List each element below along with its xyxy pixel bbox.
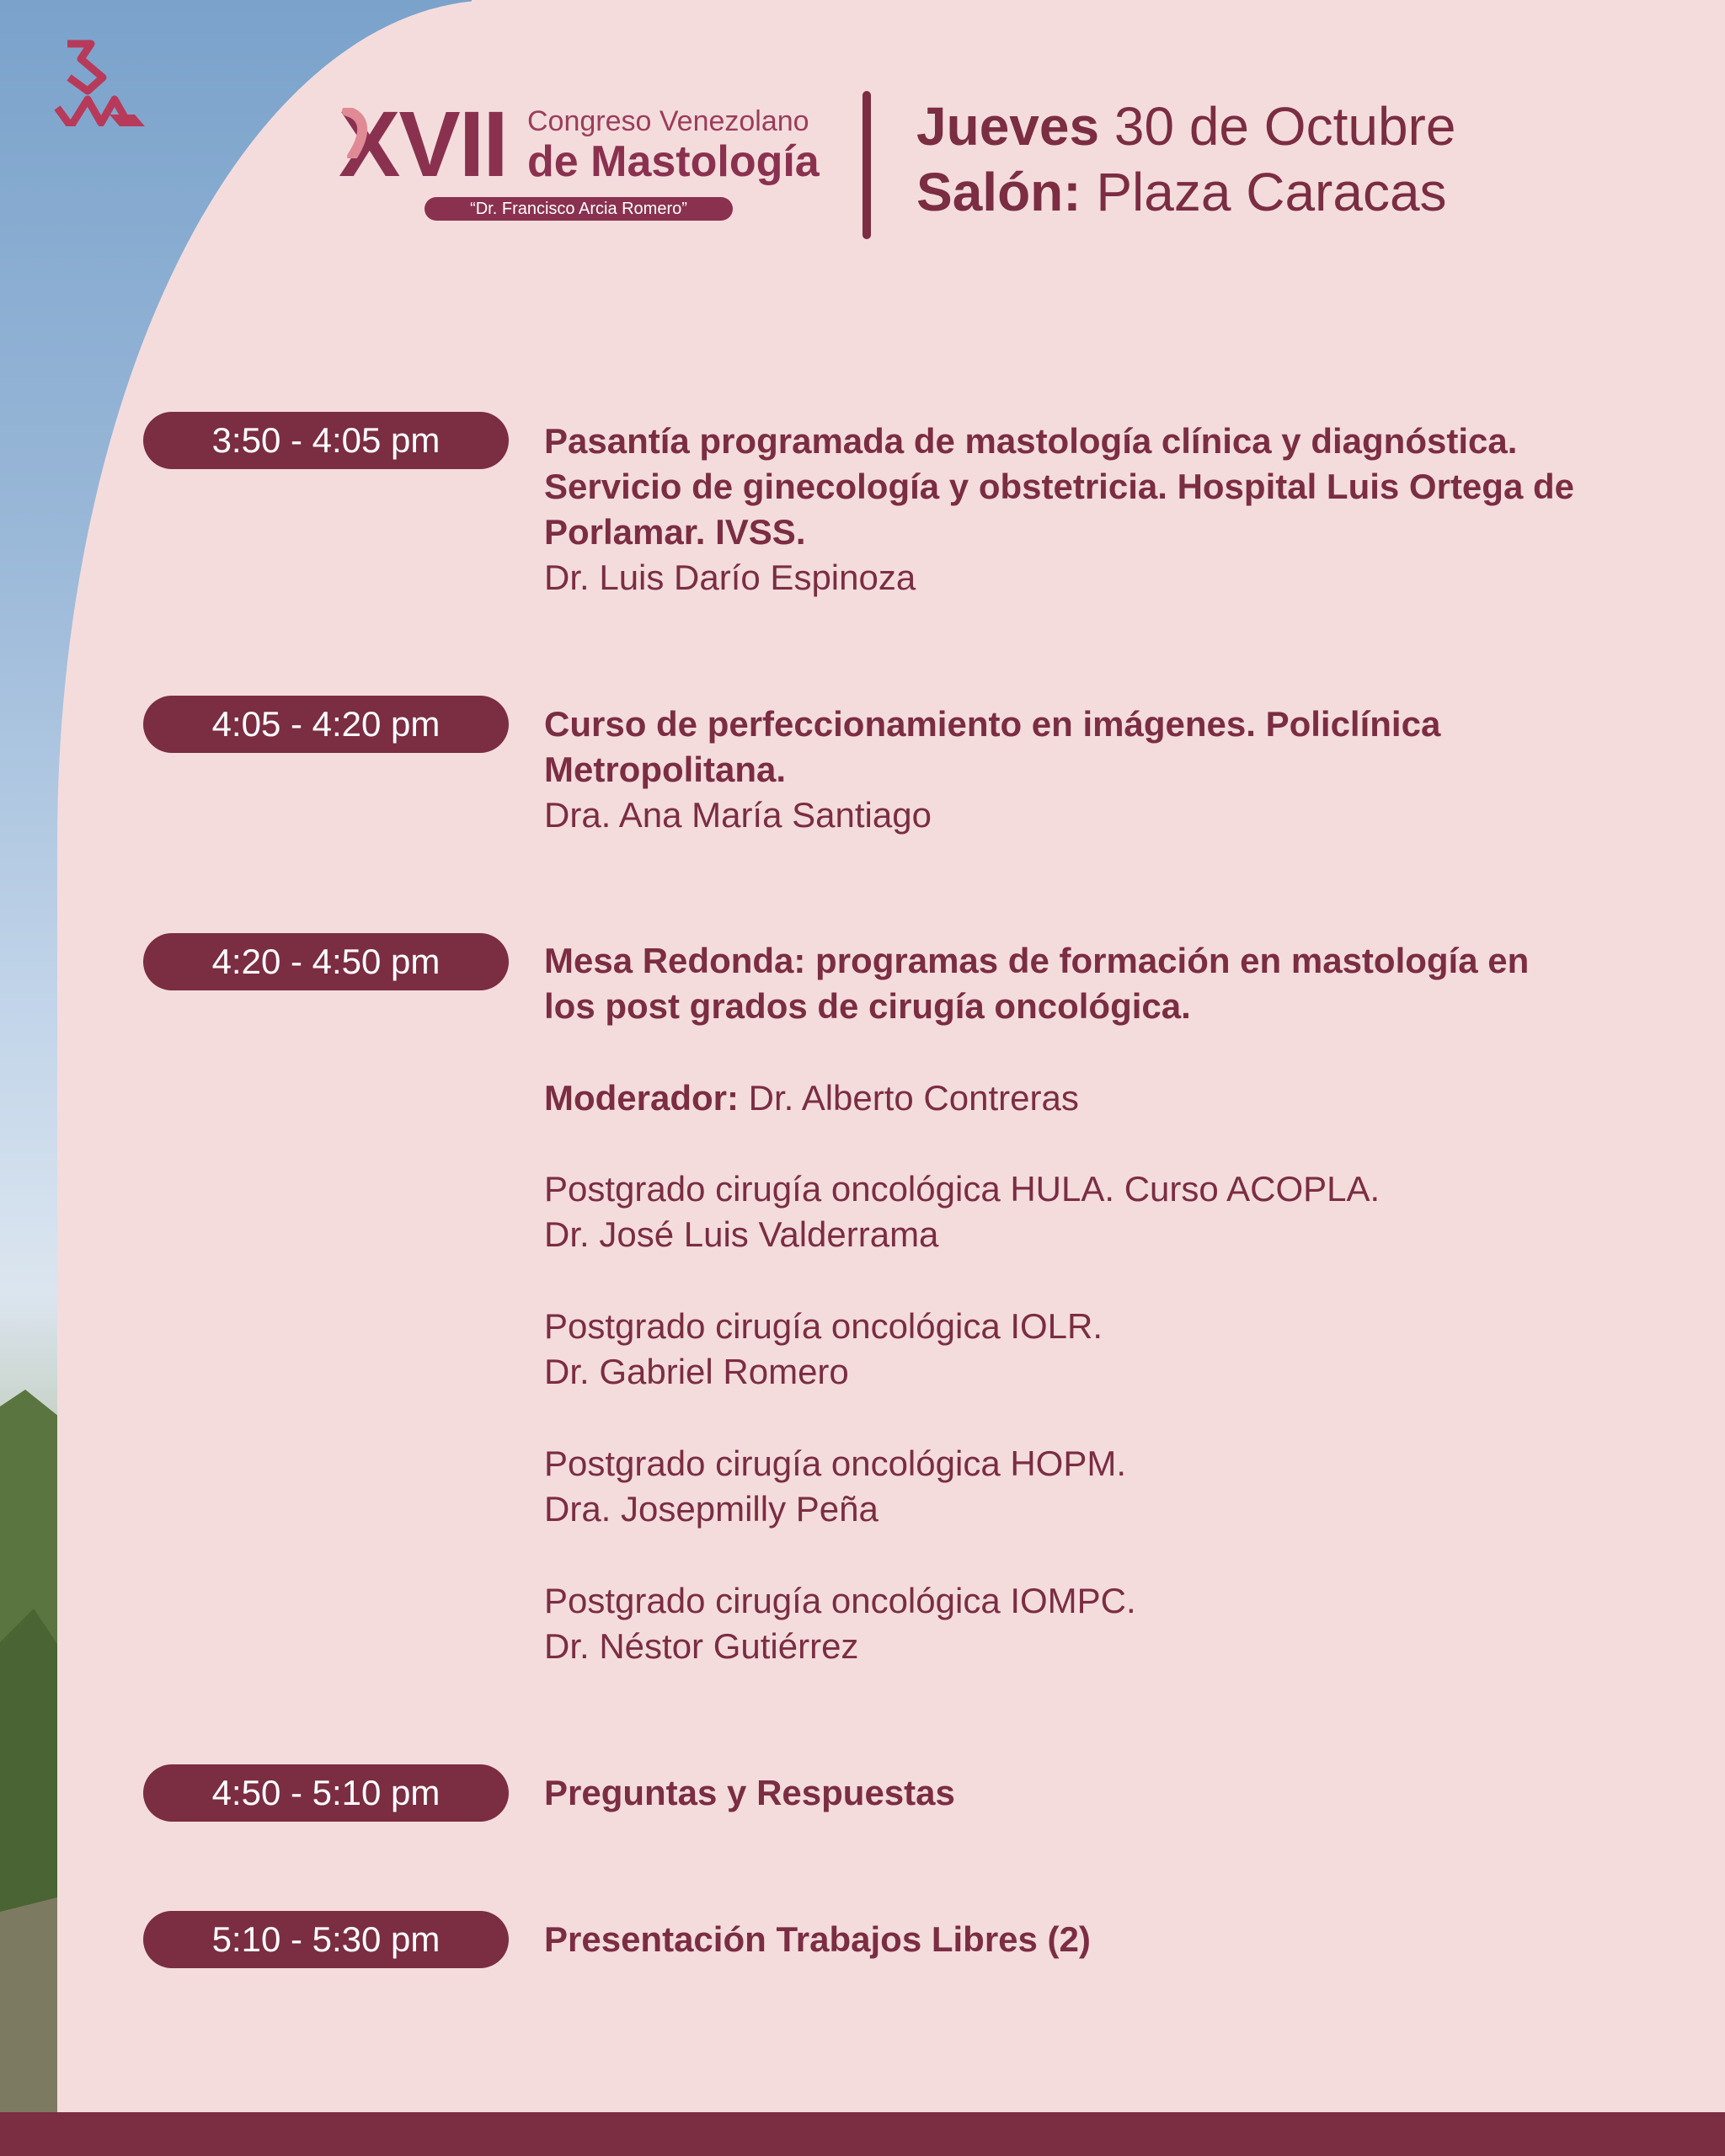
talk-program: Postgrado cirugía oncológica IOMPC. <box>544 1581 1136 1620</box>
time-badge: 5:10 - 5:30 pm <box>143 1911 509 1968</box>
congress-line2: de Mastología <box>527 137 820 186</box>
header-divider <box>862 91 871 239</box>
room-label: Salón: <box>916 162 1081 222</box>
time-badge: 4:20 - 4:50 pm <box>143 933 509 990</box>
moderator-label: Moderador: <box>544 1078 739 1118</box>
session-title <box>544 419 1664 555</box>
congress-line1: Congreso Venezolano <box>527 105 809 137</box>
title-line: Servicio de ginecología y obstetricia. Hospital Luis Ortega de <box>544 467 1574 506</box>
title-line: Metropolitana. <box>544 750 787 789</box>
title-line: Mesa Redonda: programas de formación en mastología en <box>544 941 1530 980</box>
event-date <box>916 94 1455 158</box>
moderator-line <box>544 1075 1664 1121</box>
session-title <box>544 1770 1664 1816</box>
title-line: Presentación Trabajos Libres (2) <box>544 1919 1091 1959</box>
ribbon-icon <box>340 108 377 158</box>
speaker-name: Dra. Ana María Santiago <box>544 795 932 835</box>
speaker-name: Dra. Josepmilly Peña <box>544 1489 879 1529</box>
society-logo-icon <box>51 34 152 126</box>
session-title <box>544 1917 1664 1962</box>
footer-bar <box>0 2112 1725 2156</box>
honoree-badge: “Dr. Francisco Arcia Romero” <box>425 197 733 221</box>
time-badge: 4:05 - 4:20 pm <box>143 696 509 753</box>
event-room <box>916 160 1447 224</box>
time-badge: 3:50 - 4:05 pm <box>143 412 509 469</box>
speaker-name: Dr. Gabriel Romero <box>544 1352 849 1391</box>
title-line: Porlamar. IVSS. <box>544 512 806 552</box>
speaker-name: Dr. Néstor Gutiérrez <box>544 1626 859 1666</box>
session-title <box>544 938 1664 1029</box>
room-text: Plaza Caracas <box>1096 162 1447 222</box>
talk-program: Postgrado cirugía oncológica HULA. Curso ACOPLA. <box>544 1169 1381 1209</box>
date-text: 30 de Octubre <box>1114 96 1456 157</box>
speaker-name: Dr. José Luis Valderrama <box>544 1214 939 1254</box>
talk-program: Postgrado cirugía oncológica HOPM. <box>544 1444 1127 1483</box>
time-badge: 4:50 - 5:10 pm <box>143 1764 509 1822</box>
talk-program: Postgrado cirugía oncológica IOLR. <box>544 1306 1103 1346</box>
title-line: los post grados de cirugía oncológica. <box>544 986 1191 1026</box>
session-title <box>544 702 1664 792</box>
title-line: Preguntas y Respuestas <box>544 1773 955 1812</box>
moderator-name: Dr. Alberto Contreras <box>748 1078 1079 1118</box>
title-line: Curso de perfeccionamiento en imágenes. Policlínica <box>544 704 1441 744</box>
congress-number: XVII <box>339 93 507 196</box>
title-line: Pasantía programada de mastología clínica y diagnóstica. <box>544 421 1518 461</box>
day-label: Jueves <box>916 96 1100 157</box>
speaker-name: Dr. Luis Darío Espinoza <box>544 558 916 597</box>
